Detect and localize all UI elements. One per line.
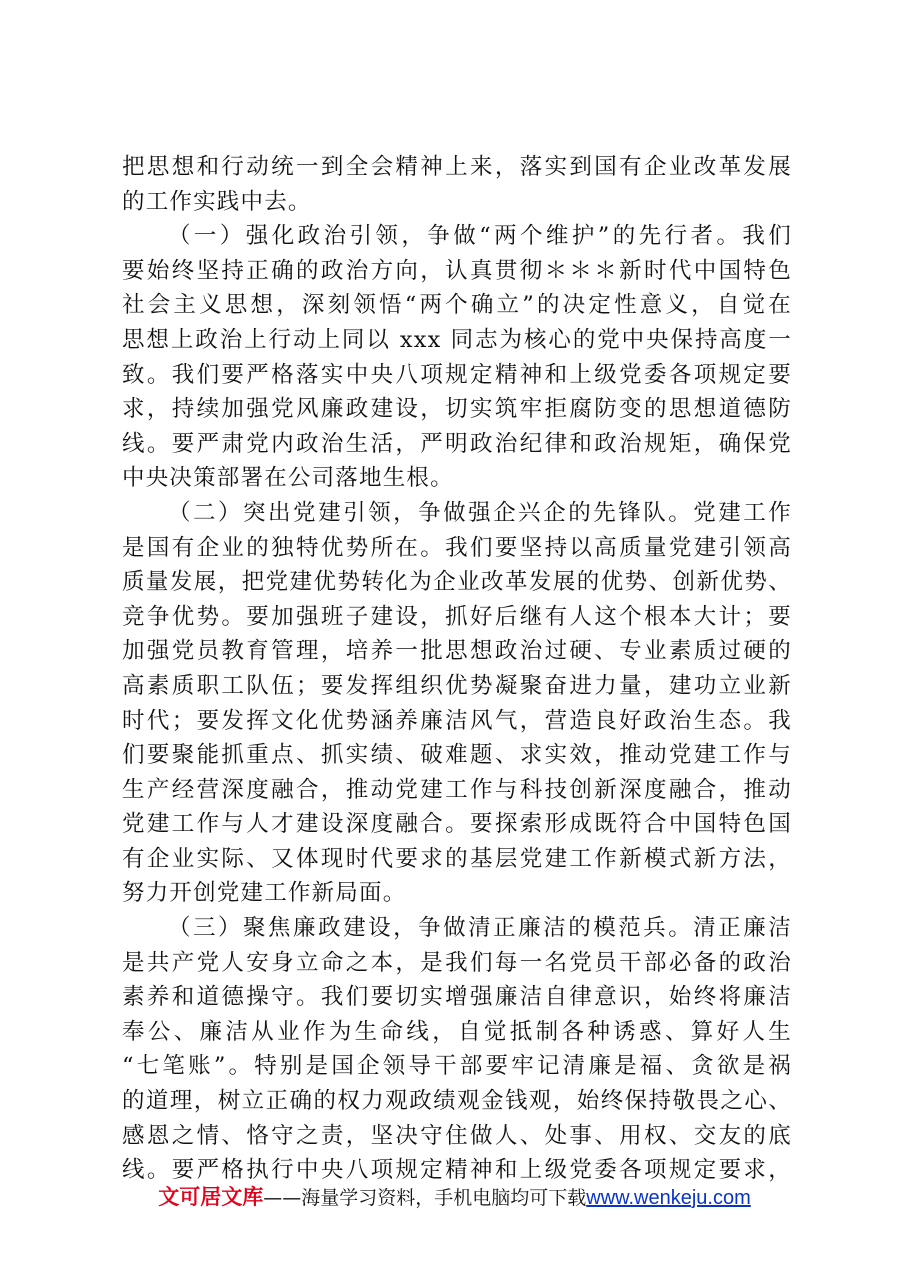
text-line: 的工作实践中去。 — [122, 188, 312, 215]
text-line: 质量发展，把党建优势转化为企业改革发展的优势、创新优势、 — [122, 569, 792, 596]
text-line: （三）聚焦廉政建设，争做清正廉洁的模范兵。清正廉洁 — [168, 915, 792, 942]
document-body — [122, 150, 792, 1188]
text-line: 素养和道德操守。我们要切实增强廉洁自律意识，始终将廉洁 — [122, 984, 792, 1011]
footer-slogan: ——海量学习资料，手机电脑均可下载 — [263, 1187, 587, 1209]
text-line: 的道理，树立正确的权力观政绩观金钱观，始终保持敬畏之心、 — [122, 1088, 792, 1115]
text-line: 是共产党人安身立命之本，是我们每一名党员干部必备的政治 — [122, 949, 792, 976]
text-line: 生产经营深度融合，推动党建工作与科技创新深度融合，推动 — [122, 776, 792, 803]
text-line: 高素质职工队伍；要发挥组织优势凝聚奋进力量，建功立业新 — [122, 672, 792, 699]
text-line: 中央决策部署在公司落地生根。 — [122, 465, 454, 492]
website-link[interactable]: www.wenkeju.com — [586, 1187, 751, 1209]
text-line: 求，持续加强党风廉政建设，切实筑牢拒腐防变的思想道德防 — [122, 396, 792, 423]
brand-name: 文可居文库 — [158, 1185, 264, 1209]
footer-banner — [0, 1180, 909, 1214]
text-line: 奉公、廉洁从业作为生命线，自觉抵制各种诱惑、算好人生 — [122, 1018, 792, 1045]
text-line: 线。要严格执行中央八项规定精神和上级党委各项规定要求， — [122, 1157, 792, 1184]
text-line: 时代；要发挥文化优势涵养廉洁风气，营造良好政治生态。我 — [122, 707, 792, 734]
text-line: 党建工作与人才建设深度融合。要探索形成既符合中国特色国 — [122, 811, 792, 838]
text-line: 竞争优势。要加强班子建设，抓好后继有人这个根本大计；要 — [122, 603, 792, 630]
text-line: 把思想和行动统一到全会精神上来，落实到国有企业改革发展 — [122, 154, 792, 180]
text-line: 社会主义思想，深刻领悟“两个确立”的决定性意义，自觉在 — [122, 292, 792, 319]
text-line: 是国有企业的独特优势所在。我们要坚持以高质量党建引领高 — [122, 534, 792, 561]
text-line: 加强党员教育管理，培养一批思想政治过硬、专业素质过硬的 — [122, 638, 792, 665]
text-line: 要始终坚持正确的政治方向，认真贯彻＊＊＊新时代中国特色 — [122, 257, 792, 284]
text-line: 思想上政治上行动上同以 xxx 同志为核心的党中央保持高度一 — [122, 326, 792, 353]
text-line: 致。我们要严格落实中央八项规定精神和上级党委各项规定要 — [122, 361, 792, 388]
text-line: （一）强化政治引领，争做“两个维护”的先行者。我们 — [168, 223, 792, 250]
text-line: （二）突出党建引领，争做强企兴企的先锋队。党建工作 — [168, 499, 792, 526]
text-line: 有企业实际、又体现时代要求的基层党建工作新模式新方法， — [122, 845, 792, 872]
text-line: 线。要严肃党内政治生活，严明政治纪律和政治规矩，确保党 — [122, 430, 792, 457]
text-line: 努力开创党建工作新局面。 — [122, 880, 407, 907]
text-line: 感恩之情、恪守之责，坚决守住做人、处事、用权、交友的底 — [122, 1122, 792, 1149]
text-line: “七笔账”。特别是国企领导干部要牢记清廉是福、贪欲是祸 — [122, 1053, 792, 1080]
text-line: 们要聚能抓重点、抓实绩、破难题、求实效，推动党建工作与 — [122, 742, 792, 769]
